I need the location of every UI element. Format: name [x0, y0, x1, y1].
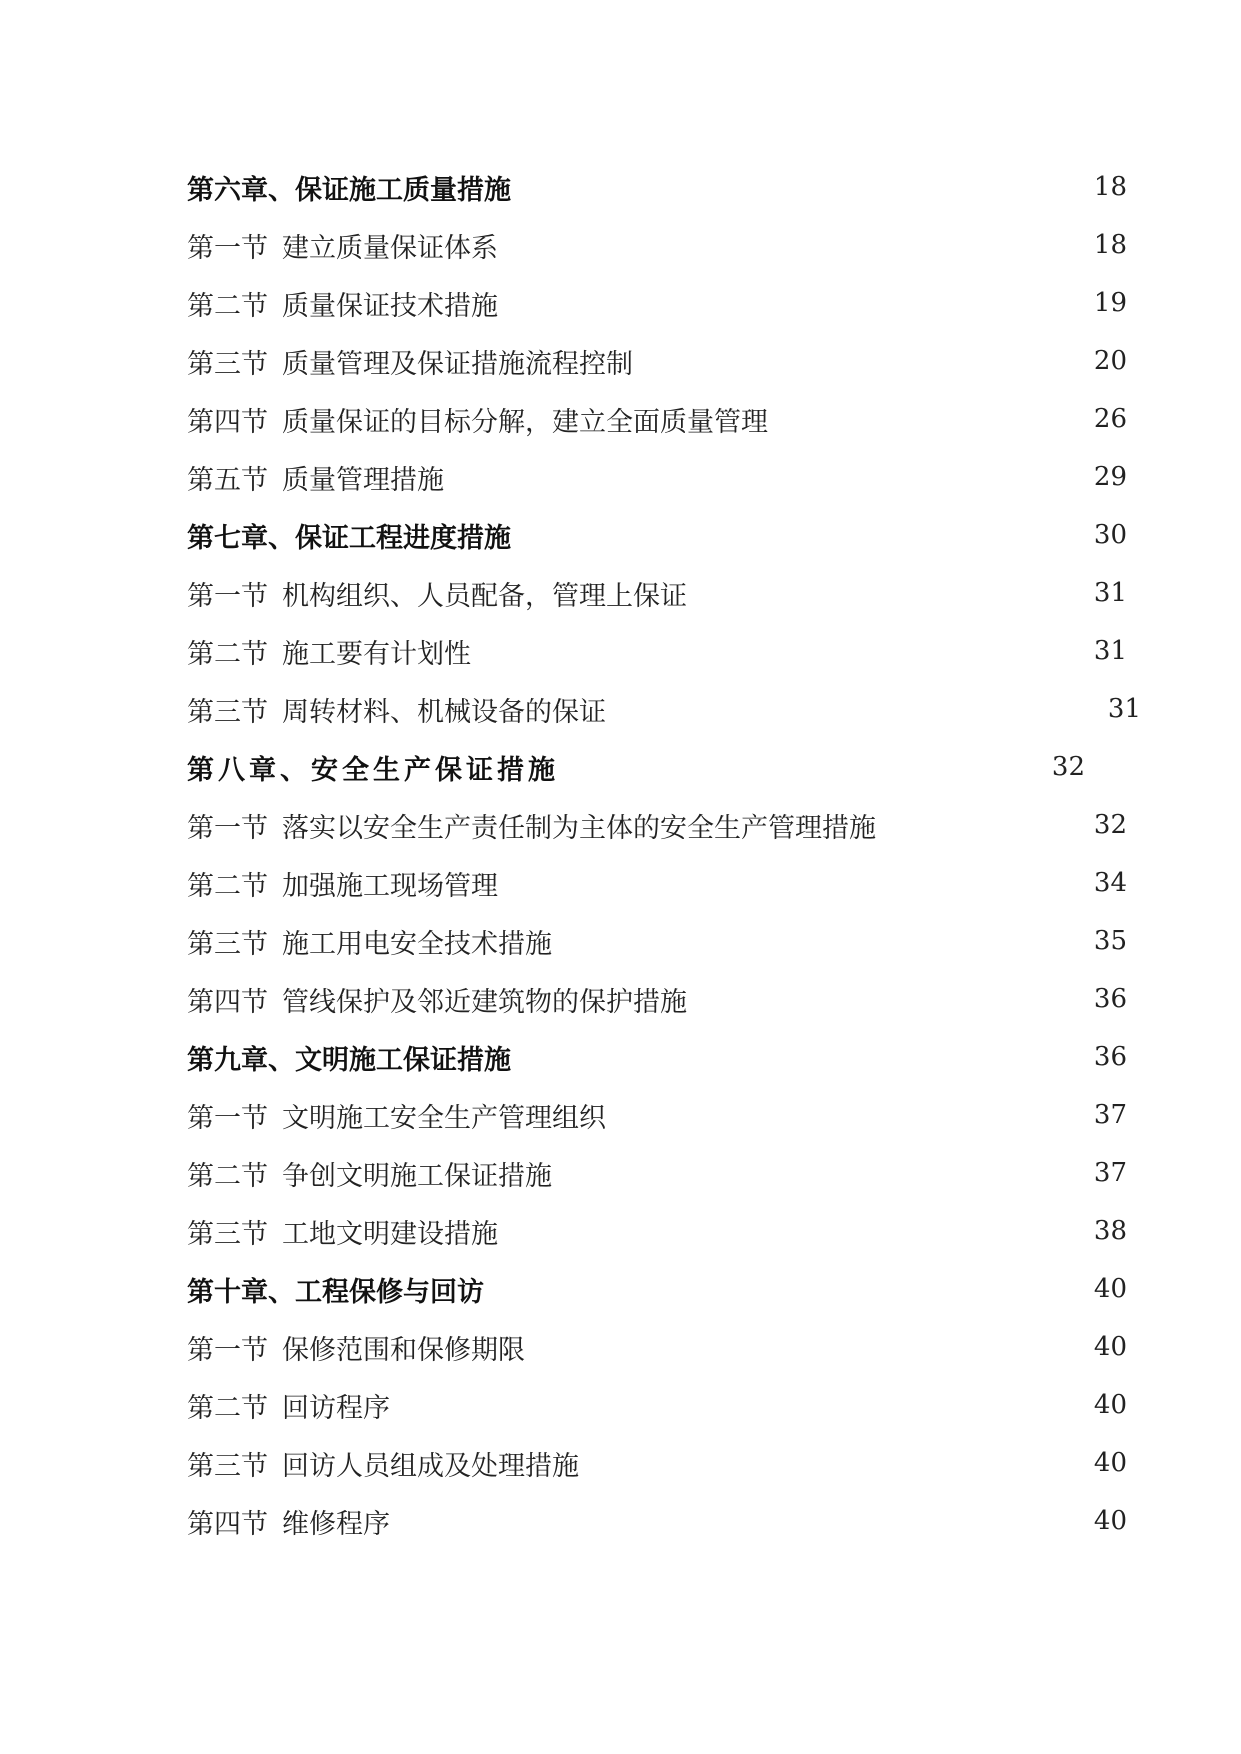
toc-section-10-3[interactable] — [187, 1434, 1127, 1492]
dot-leader — [497, 638, 1092, 665]
toc-page-number: 30 — [1093, 520, 1127, 550]
toc-page-number: 32 — [1093, 810, 1127, 840]
toc-chapter-title: 第九章、文明施工保证措施 — [187, 1044, 511, 1076]
toc-section-9-1[interactable] — [187, 1086, 1127, 1144]
dot-leader — [434, 1508, 1092, 1535]
toc-section-text: 质量保证的目标分解，建立全面质量管理 — [282, 406, 768, 438]
toc-section-title — [187, 1502, 390, 1541]
toc-section-number: 第四节 — [187, 406, 268, 438]
toc-section-number: 第一节 — [187, 1102, 268, 1134]
toc-section-title — [187, 864, 498, 903]
toc-page-number: 40 — [1093, 1332, 1127, 1362]
toc-section-title — [187, 1212, 498, 1251]
toc-section-text: 落实以安全生产责任制为主体的安全生产管理措施 — [282, 812, 876, 844]
toc-section-text: 加强施工现场管理 — [282, 870, 498, 902]
dot-leader — [731, 580, 1092, 607]
toc-page-number: 40 — [1093, 1274, 1127, 1304]
toc-section-number: 第二节 — [187, 290, 268, 322]
toc-section-number: 第二节 — [187, 638, 268, 670]
toc-section-title — [187, 458, 444, 497]
toc-section-title — [187, 980, 687, 1019]
toc-section-text: 争创文明施工保证措施 — [282, 1160, 552, 1192]
toc-chapter-10[interactable] — [187, 1260, 1127, 1318]
dot-leader — [659, 348, 1092, 375]
toc-chapter-title: 第六章、保证施工质量措施 — [187, 174, 511, 206]
toc-section-title — [187, 806, 876, 845]
toc-section-text: 质量保证技术措施 — [282, 290, 498, 322]
toc-section-number: 第四节 — [187, 986, 268, 1018]
toc-section-number: 第四节 — [187, 1508, 268, 1540]
dot-leader — [569, 1334, 1092, 1361]
toc-chapter-title: 第八章、安全生产保证措施 — [187, 754, 559, 786]
toc-section-text: 文明施工安全生产管理组织 — [282, 1102, 606, 1134]
toc-section-title — [187, 574, 687, 613]
toc-page-number: 31 — [1093, 636, 1127, 666]
toc-page-number: 40 — [1093, 1448, 1127, 1478]
toc-section-title — [187, 342, 633, 381]
toc-section-title — [187, 1154, 552, 1193]
toc-section-7-3[interactable] — [187, 680, 1141, 738]
dot-leader — [596, 1160, 1092, 1187]
toc-section-number: 第三节 — [187, 348, 268, 380]
toc-section-6-4[interactable] — [187, 390, 1127, 448]
toc-page-number: 18 — [1093, 172, 1127, 202]
dot-leader — [470, 464, 1092, 491]
toc-section-number: 第一节 — [187, 232, 268, 264]
toc-section-number: 第一节 — [187, 580, 268, 612]
dot-leader — [593, 1450, 1092, 1477]
toc-section-number: 第三节 — [187, 696, 268, 728]
toc-section-number: 第二节 — [187, 1160, 268, 1192]
toc-section-number: 第三节 — [187, 928, 268, 960]
toc-section-number: 第三节 — [187, 1450, 268, 1482]
dot-leader — [542, 870, 1092, 897]
toc-chapter-7[interactable] — [187, 506, 1127, 564]
toc-section-text: 周转材料、机械设备的保证 — [282, 696, 606, 728]
toc-chapter-title: 第七章、保证工程进度措施 — [187, 522, 511, 554]
toc-section-9-3[interactable] — [187, 1202, 1127, 1260]
dot-leader — [620, 1102, 1092, 1129]
dot-leader — [701, 986, 1092, 1013]
toc-section-number: 第一节 — [187, 1334, 268, 1366]
toc-section-text: 工地文明建设措施 — [282, 1218, 498, 1250]
toc-section-6-1[interactable] — [187, 216, 1127, 274]
toc-section-8-2[interactable] — [187, 854, 1127, 912]
dot-leader — [545, 174, 1092, 201]
dot-leader — [786, 406, 1092, 433]
toc-page-number: 37 — [1093, 1158, 1127, 1188]
toc-section-7-2[interactable] — [187, 622, 1127, 680]
dot-leader — [512, 1218, 1092, 1245]
toc-section-text: 机构组织、人员配备，管理上保证 — [282, 580, 687, 612]
toc-section-text: 回访人员组成及处理措施 — [282, 1450, 579, 1482]
toc-page-number: 40 — [1093, 1390, 1127, 1420]
toc-section-10-1[interactable] — [187, 1318, 1127, 1376]
dot-leader — [518, 1276, 1092, 1303]
dot-leader — [434, 1392, 1092, 1419]
toc-chapter-8[interactable] — [187, 738, 1085, 796]
toc-section-6-2[interactable] — [187, 274, 1127, 332]
toc-page-number: 40 — [1093, 1506, 1127, 1536]
toc-section-title — [187, 1096, 606, 1135]
toc-section-6-5[interactable] — [187, 448, 1127, 506]
toc-page-number: 31 — [1093, 578, 1127, 608]
toc-section-text: 管线保护及邻近建筑物的保护措施 — [282, 986, 687, 1018]
table-of-contents — [187, 158, 1141, 1550]
toc-section-title — [187, 690, 606, 729]
toc-section-title — [187, 1444, 579, 1483]
toc-page-number: 36 — [1093, 984, 1127, 1014]
toc-section-title — [187, 922, 552, 961]
toc-page-number: 20 — [1093, 346, 1127, 376]
toc-section-text: 回访程序 — [282, 1392, 390, 1424]
toc-section-title — [187, 284, 498, 323]
dot-leader — [545, 522, 1092, 549]
toc-section-text: 施工要有计划性 — [282, 638, 471, 670]
dot-leader — [632, 696, 1106, 723]
toc-section-8-1[interactable] — [187, 796, 1127, 854]
toc-section-10-4[interactable] — [187, 1492, 1127, 1550]
toc-section-number: 第二节 — [187, 870, 268, 902]
toc-chapter-title: 第十章、工程保修与回访 — [187, 1276, 484, 1308]
toc-page-number: 38 — [1093, 1216, 1127, 1246]
toc-page-number: 29 — [1093, 462, 1127, 492]
dot-leader — [920, 812, 1092, 839]
toc-section-title — [187, 1328, 525, 1367]
toc-section-title — [187, 226, 498, 265]
dot-leader — [524, 290, 1092, 317]
toc-page-number: 36 — [1093, 1042, 1127, 1072]
toc-section-title — [187, 1386, 390, 1425]
toc-page-number: 18 — [1093, 230, 1127, 260]
toc-chapter-9[interactable] — [187, 1028, 1127, 1086]
toc-section-title — [187, 400, 768, 439]
dot-leader — [545, 1044, 1092, 1071]
toc-page-number: 19 — [1093, 288, 1127, 318]
toc-section-6-3[interactable] — [187, 332, 1127, 390]
dot-leader — [566, 928, 1092, 955]
toc-section-7-1[interactable] — [187, 564, 1127, 622]
toc-section-text: 施工用电安全技术措施 — [282, 928, 552, 960]
toc-page-number: 34 — [1093, 868, 1127, 898]
toc-section-text: 保修范围和保修期限 — [282, 1334, 525, 1366]
toc-section-9-2[interactable] — [187, 1144, 1127, 1202]
toc-page-number: 37 — [1093, 1100, 1127, 1130]
toc-section-number: 第二节 — [187, 1392, 268, 1424]
toc-section-title — [187, 632, 471, 671]
toc-section-number: 第三节 — [187, 1218, 268, 1250]
toc-page-number: 35 — [1093, 926, 1127, 956]
dot-leader — [524, 232, 1092, 259]
toc-section-text: 维修程序 — [282, 1508, 390, 1540]
toc-page-number: 31 — [1107, 694, 1141, 724]
toc-section-8-4[interactable] — [187, 970, 1127, 1028]
toc-section-text: 质量管理及保证措施流程控制 — [282, 348, 633, 380]
toc-page-number: 26 — [1093, 404, 1127, 434]
toc-section-text: 质量管理措施 — [282, 464, 444, 496]
toc-chapter-6[interactable] — [187, 158, 1127, 216]
dot-leader — [593, 754, 1050, 781]
toc-section-number: 第一节 — [187, 812, 268, 844]
toc-section-number: 第五节 — [187, 464, 268, 496]
toc-section-10-2[interactable] — [187, 1376, 1127, 1434]
toc-section-8-3[interactable] — [187, 912, 1127, 970]
toc-page-number: 32 — [1051, 752, 1085, 782]
toc-section-text: 建立质量保证体系 — [282, 232, 498, 264]
